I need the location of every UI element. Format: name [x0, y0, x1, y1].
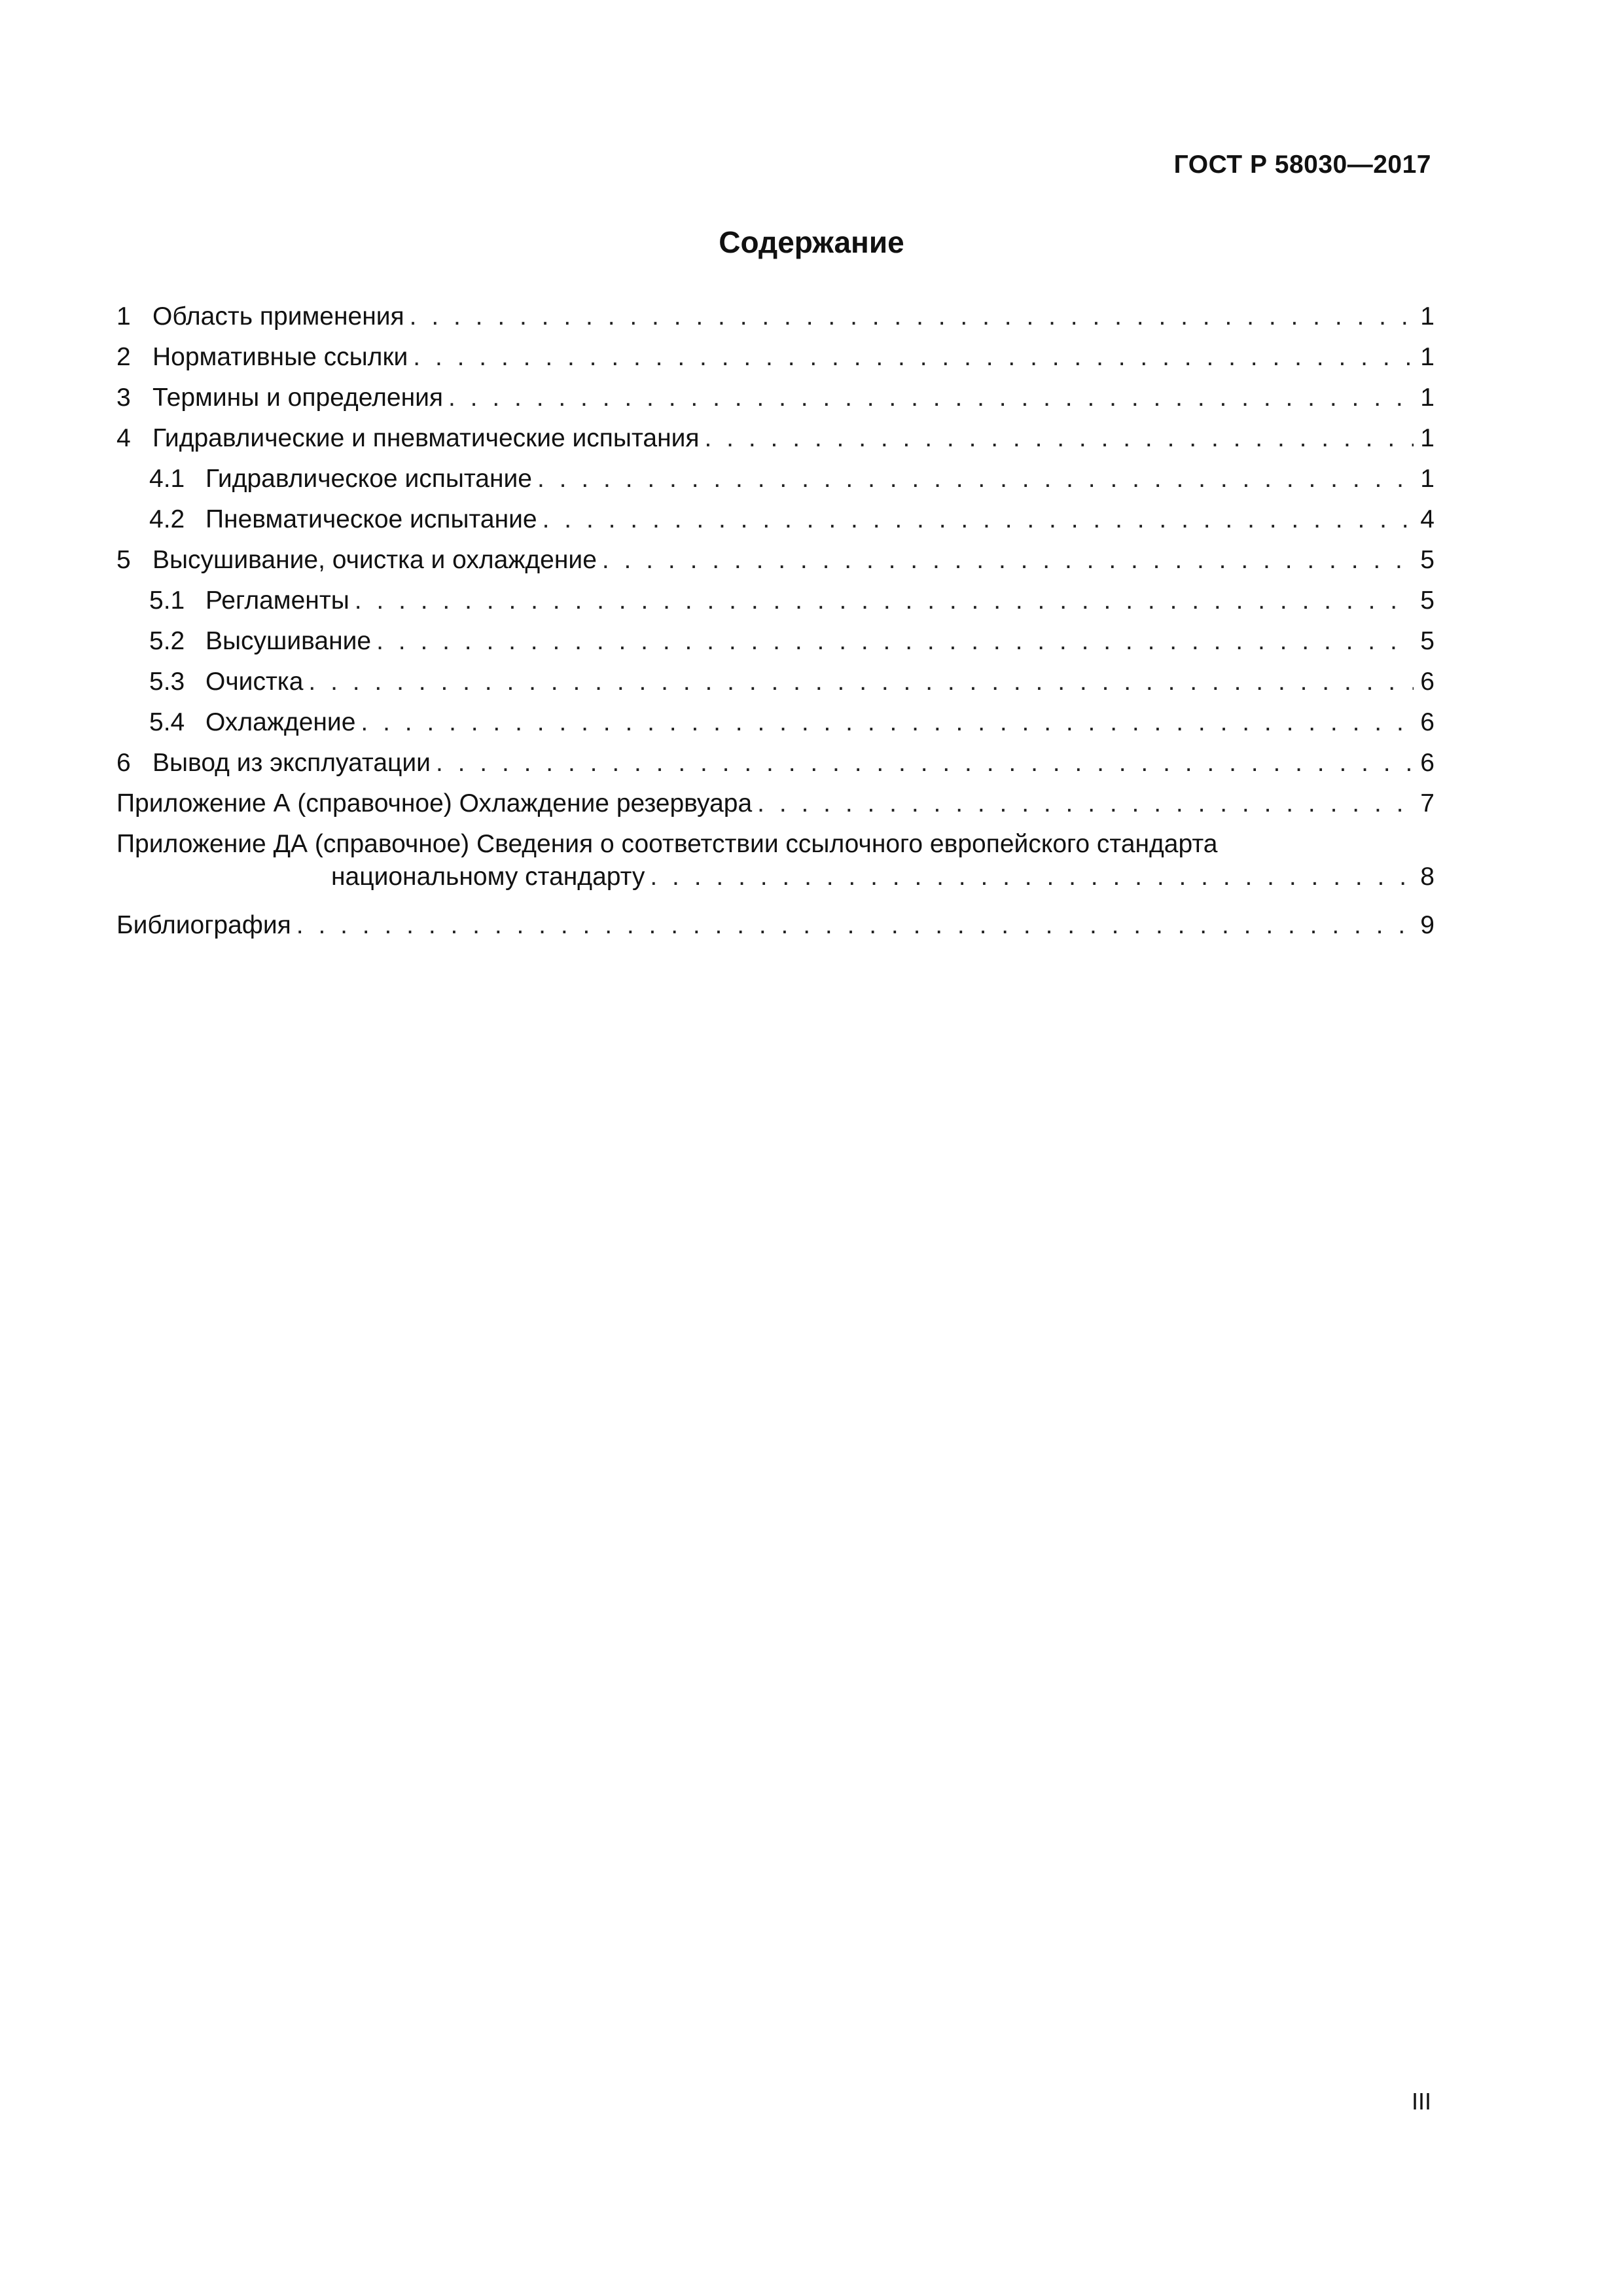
toc-entry-title: Охлаждение — [205, 708, 356, 736]
toc-entry-appendix-a[interactable] — [116, 789, 1435, 830]
toc-entry-5[interactable] — [116, 546, 1435, 586]
dot-leader — [448, 384, 1414, 412]
toc-entry-1[interactable] — [116, 302, 1435, 343]
dot-leader — [602, 546, 1414, 575]
toc-entry-title: Очистка — [205, 668, 304, 696]
toc-entry-number: 5 — [116, 546, 131, 574]
toc-entry-page: 9 — [1420, 911, 1435, 939]
toc-entry-number: 4 — [116, 424, 131, 452]
toc-entry-page: 7 — [1420, 789, 1435, 817]
toc-entry-title: Высушивание — [205, 627, 372, 655]
toc-entry-4-2[interactable] — [116, 505, 1435, 546]
toc-entry-title: Нормативные ссылки — [152, 343, 408, 371]
dot-leader — [537, 465, 1414, 493]
dot-leader — [355, 586, 1414, 615]
toc-entry-bibliography[interactable] — [116, 911, 1435, 952]
toc-entry-title: Термины и определения — [152, 384, 444, 412]
toc-entry-number: 5.2 — [149, 627, 185, 655]
toc-entry-number: 5.4 — [149, 708, 185, 736]
toc-entry-5-3[interactable] — [116, 668, 1435, 708]
toc-entry-title-line1: Приложение ДА (справочное) Сведения о соответствии ссылочного европейского стандарта — [116, 830, 1218, 858]
toc-entry-page: 6 — [1420, 668, 1435, 696]
toc-entry-5-4[interactable] — [116, 708, 1435, 749]
toc-entry-page: 1 — [1420, 465, 1435, 493]
toc-entry-page: 1 — [1420, 302, 1435, 331]
toc-entry-title: Регламенты — [205, 586, 349, 615]
toc-entry-page: 1 — [1420, 384, 1435, 412]
toc-entry-title-line2: национальному стандарту — [331, 863, 645, 891]
toc-entry-number: 6 — [116, 749, 131, 777]
toc-entry-number: 4.1 — [149, 465, 185, 493]
dot-leader — [705, 424, 1414, 453]
toc-entry-3[interactable] — [116, 384, 1435, 424]
toc-entry-title: Гидравлическое испытание — [205, 465, 533, 493]
toc-entry-title: Приложение А (справочное) Охлаждение резервуара — [116, 789, 753, 817]
toc-entry-number: 1 — [116, 302, 131, 331]
toc-entry-page: 1 — [1420, 343, 1435, 371]
toc-entry-page: 5 — [1420, 627, 1435, 655]
toc-entry-4[interactable] — [116, 424, 1435, 465]
toc-entry-number: 5.1 — [149, 586, 185, 615]
toc-entry-page: 6 — [1420, 708, 1435, 736]
toc-entry-title: Высушивание, очистка и охлаждение — [152, 546, 597, 574]
table-of-contents — [116, 302, 1435, 952]
toc-entry-title: Библиография — [116, 911, 291, 939]
dot-leader — [296, 911, 1414, 940]
dot-leader — [413, 343, 1414, 372]
toc-entry-page: 1 — [1420, 424, 1435, 452]
dot-leader — [361, 708, 1414, 737]
dot-leader — [436, 749, 1414, 778]
toc-entry-page: 5 — [1420, 546, 1435, 574]
toc-entry-page: 8 — [1420, 863, 1435, 891]
toc-entry-page: 5 — [1420, 586, 1435, 615]
toc-entry-title: Гидравлические и пневматические испытания — [152, 424, 700, 452]
toc-entry-page: 4 — [1420, 505, 1435, 533]
dot-leader — [543, 505, 1414, 534]
toc-entry-appendix-da[interactable] — [116, 830, 1435, 911]
toc-entry-2[interactable] — [116, 343, 1435, 384]
toc-entry-number: 4.2 — [149, 505, 185, 533]
toc-entry-number: 3 — [116, 384, 131, 412]
toc-entry-5-2[interactable] — [116, 627, 1435, 668]
toc-entry-continuation — [116, 863, 1435, 903]
toc-entry-5-1[interactable] — [116, 586, 1435, 627]
dot-leader — [376, 627, 1414, 656]
toc-entry-4-1[interactable] — [116, 465, 1435, 505]
toc-entry-title: Пневматическое испытание — [205, 505, 537, 533]
toc-entry-6[interactable] — [116, 749, 1435, 789]
dot-leader — [757, 789, 1414, 818]
toc-entry-number: 5.3 — [149, 668, 185, 696]
page-number: III — [1411, 2088, 1431, 2115]
dot-leader — [650, 863, 1414, 891]
toc-entry-page: 6 — [1420, 749, 1435, 777]
document-code: ГОСТ Р 58030—2017 — [1173, 151, 1431, 179]
dot-leader — [308, 668, 1414, 696]
toc-entry-title: Вывод из эксплуатации — [152, 749, 431, 777]
toc-entry-title: Область применения — [152, 302, 404, 331]
toc-entry-number: 2 — [116, 343, 131, 371]
dot-leader — [410, 302, 1414, 331]
toc-title: Содержание — [719, 225, 904, 259]
